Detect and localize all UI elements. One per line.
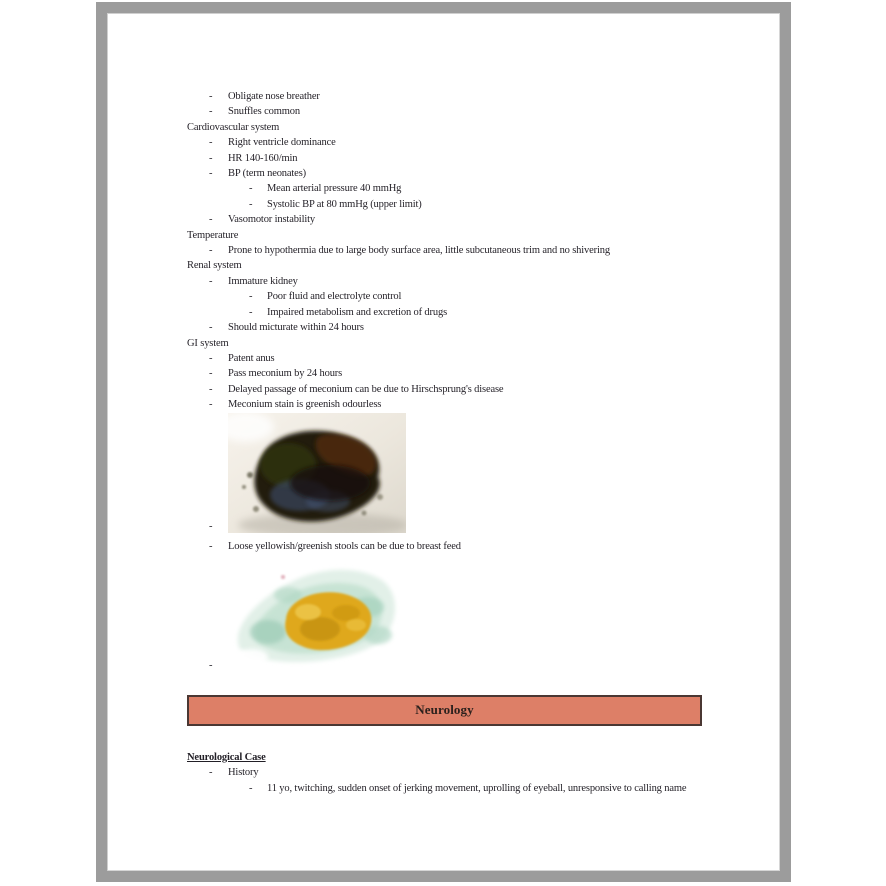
list-item — [187, 351, 747, 366]
document-page — [96, 2, 791, 882]
list-item — [187, 166, 747, 181]
list-item-text: Mean arterial pressure 40 mmHg — [267, 183, 402, 195]
list-item-text: BP (term neonates) — [228, 168, 306, 180]
list-item-text: Obligate nose breather — [228, 91, 320, 102]
bullet-dash: - — [209, 352, 213, 364]
list-item — [187, 320, 747, 335]
bullet-dash: - — [209, 106, 213, 118]
list-item-text: Impaired metabolism and excretion of drugs — [267, 306, 448, 318]
list-item-text: Snuffles common — [228, 106, 300, 118]
bullet-dash: - — [249, 306, 253, 318]
list-item — [187, 382, 747, 397]
list-item-text: Poor fluid and electrolyte control — [267, 291, 402, 303]
list-item — [187, 274, 747, 289]
list-item — [187, 305, 747, 320]
list-item — [187, 289, 747, 304]
list-heading-text: GI system — [187, 337, 229, 349]
bullet-dash: - — [209, 322, 213, 334]
list-item-text: Systolic BP at 80 mmHg (upper limit) — [267, 198, 422, 210]
bullet-dash: - — [209, 245, 213, 257]
figure-row — [187, 413, 747, 533]
bullet-dash: - — [209, 368, 213, 380]
bullet-dash: - — [209, 399, 213, 411]
list-item — [187, 151, 747, 166]
section-header — [187, 695, 702, 726]
list-heading — [187, 258, 747, 273]
yellow-stool-diaper-photo — [228, 557, 404, 672]
list-item-text: Should micturate within 24 hours — [228, 322, 364, 334]
list-item — [187, 765, 747, 780]
list-item-text: Pass meconium by 24 hours — [228, 368, 343, 380]
bullet-dash: - — [209, 214, 213, 226]
list-heading-text: Renal system — [187, 260, 242, 272]
figure-row — [187, 557, 747, 672]
bullet-dash: - — [249, 183, 253, 195]
list-item-text: Patent anus — [228, 352, 275, 364]
list-item-text: Delayed passage of meconium can be due to Hirschsprung's disease — [228, 383, 504, 395]
list-item-text: Right ventricle dominance — [228, 137, 336, 149]
section-title: Neurology — [415, 702, 474, 718]
list-item-text: 11 yo, twitching, sudden onset of jerking movement, uprolling of eyeball, unresponsive to calling name — [267, 782, 687, 794]
bullet-dash: - — [249, 782, 253, 794]
list-item — [187, 135, 747, 150]
list-item — [187, 181, 747, 196]
bullet-dash: - — [209, 540, 213, 552]
list-heading-text: Temperature — [187, 229, 239, 241]
list-item-text: Prone to hypothermia due to large body surface area, little subcutaneous trim and no shivering — [228, 245, 610, 257]
list-heading — [187, 228, 747, 243]
bullet-dash: - — [209, 383, 213, 395]
list-item — [187, 104, 747, 119]
meconium-stool-photo — [228, 413, 406, 533]
list-heading — [187, 336, 747, 351]
list-item — [187, 366, 747, 381]
bullet-dash: - — [209, 275, 213, 287]
bullet-dash: - — [209, 659, 213, 671]
bullet-dash: - — [209, 137, 213, 149]
list-item — [187, 89, 747, 104]
list-item — [187, 197, 747, 212]
list-heading-text: Cardiovascular system — [187, 121, 280, 133]
bullet-dash: - — [209, 168, 213, 180]
list-item — [187, 212, 747, 227]
bullet-dash: - — [249, 198, 253, 210]
bullet-dash: - — [209, 91, 213, 102]
list-item-text: Meconium stain is greenish odourless — [228, 399, 382, 411]
list-item — [187, 539, 747, 554]
bullet-dash: - — [209, 520, 213, 532]
list-item-text: History — [228, 767, 259, 779]
list-item-text: Loose yellowish/greenish stools can be due to breast feed — [228, 540, 461, 552]
list-item — [187, 243, 747, 258]
list-item — [187, 397, 747, 412]
case-heading-text: Neurological Case — [187, 751, 266, 763]
list-item — [187, 781, 747, 796]
list-item-text: Immature kidney — [228, 275, 298, 287]
bullet-dash: - — [249, 291, 253, 303]
document-content — [187, 89, 747, 796]
list-heading — [187, 120, 747, 135]
list-item-text: HR 140-160/min — [228, 152, 298, 164]
bullet-dash: - — [209, 152, 213, 164]
case-heading — [187, 750, 747, 765]
list-item-text: Vasomotor instability — [228, 214, 315, 226]
bullet-dash: - — [209, 767, 213, 779]
